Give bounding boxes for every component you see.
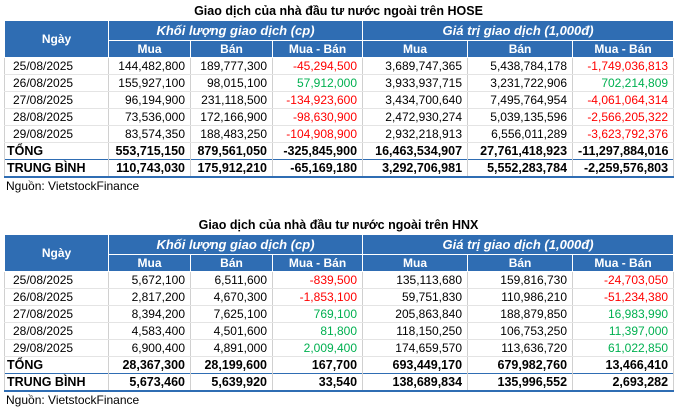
table-row bbox=[5, 289, 674, 306]
value-cell: -1,853,100 bbox=[273, 289, 363, 306]
value-cell: 3,689,747,365 bbox=[363, 58, 468, 75]
hose-source: Nguồn: VietstockFinance bbox=[6, 179, 140, 193]
table-row bbox=[5, 109, 674, 126]
value-cell: 3,933,937,715 bbox=[363, 75, 468, 92]
value-cell: 27,761,418,923 bbox=[468, 143, 573, 160]
value-cell: 16,983,990 bbox=[573, 306, 674, 323]
volume-group-header: Khối lượng giao dịch (cp) bbox=[109, 235, 363, 255]
row-label: TRUNG BÌNH bbox=[5, 160, 109, 178]
value-cell: 231,118,500 bbox=[191, 92, 273, 109]
value-cell: 4,891,000 bbox=[191, 340, 273, 357]
hnx-table bbox=[4, 234, 674, 392]
value-cell: -51,234,380 bbox=[573, 289, 674, 306]
table-row bbox=[5, 306, 674, 323]
sub-header: Bán bbox=[191, 41, 273, 58]
value-cell: -2,259,576,803 bbox=[573, 160, 674, 178]
value-cell: 189,777,300 bbox=[191, 58, 273, 75]
value-cell: 2,009,400 bbox=[273, 340, 363, 357]
value-cell: -45,294,500 bbox=[273, 58, 363, 75]
value-cell: 13,466,410 bbox=[573, 357, 674, 374]
value-cell: -2,566,205,322 bbox=[573, 109, 674, 126]
sub-header: Bán bbox=[468, 255, 573, 272]
date-cell: 27/08/2025 bbox=[5, 306, 109, 323]
date-cell: 29/08/2025 bbox=[5, 126, 109, 143]
value-cell: -65,169,180 bbox=[273, 160, 363, 178]
date-cell: 25/08/2025 bbox=[5, 272, 109, 289]
value-cell: 5,672,100 bbox=[109, 272, 191, 289]
value-cell: 5,039,135,596 bbox=[468, 109, 573, 126]
value-cell: 553,715,150 bbox=[109, 143, 191, 160]
date-cell: 27/08/2025 bbox=[5, 92, 109, 109]
hose-table bbox=[4, 20, 674, 178]
value-cell: 6,511,600 bbox=[191, 272, 273, 289]
value-cell: 11,397,000 bbox=[573, 323, 674, 340]
sub-header: Mua bbox=[109, 41, 191, 58]
row-label: TRUNG BÌNH bbox=[5, 374, 109, 392]
value-cell: 59,751,830 bbox=[363, 289, 468, 306]
value-cell: 155,927,100 bbox=[109, 75, 191, 92]
hnx-title: Giao dịch của nhà đầu tư nước ngoài trên HNX bbox=[198, 218, 479, 232]
value-cell: -24,703,050 bbox=[573, 272, 674, 289]
value-cell: 5,639,920 bbox=[191, 374, 273, 392]
value-cell: 83,574,350 bbox=[109, 126, 191, 143]
value-cell: 2,817,200 bbox=[109, 289, 191, 306]
total-row bbox=[5, 357, 674, 374]
value-cell: -134,923,600 bbox=[273, 92, 363, 109]
value-cell: 879,561,050 bbox=[191, 143, 273, 160]
average-row bbox=[5, 160, 674, 178]
value-cell: 16,463,534,907 bbox=[363, 143, 468, 160]
value-cell: 174,659,570 bbox=[363, 340, 468, 357]
value-cell: 702,214,809 bbox=[573, 75, 674, 92]
sub-header: Mua bbox=[363, 255, 468, 272]
value-cell: 118,150,250 bbox=[363, 323, 468, 340]
value-cell: -3,623,792,376 bbox=[573, 126, 674, 143]
value-cell: 5,552,283,784 bbox=[468, 160, 573, 178]
value-cell: 679,982,760 bbox=[468, 357, 573, 374]
value-cell: -11,297,884,016 bbox=[573, 143, 674, 160]
date-cell: 28/08/2025 bbox=[5, 323, 109, 340]
hnx-body bbox=[5, 272, 674, 392]
table-row bbox=[5, 126, 674, 143]
average-row bbox=[5, 374, 674, 392]
value-cell: 769,100 bbox=[273, 306, 363, 323]
value-cell: 175,912,210 bbox=[191, 160, 273, 178]
value-cell: 81,800 bbox=[273, 323, 363, 340]
value-group-header: Giá trị giao dịch (1,000đ) bbox=[363, 235, 674, 255]
sub-header: Mua - Bán bbox=[573, 255, 674, 272]
value-cell: -325,845,900 bbox=[273, 143, 363, 160]
value-cell: -1,749,036,813 bbox=[573, 58, 674, 75]
value-cell: 8,394,200 bbox=[109, 306, 191, 323]
table-row bbox=[5, 75, 674, 92]
value-cell: 205,863,840 bbox=[363, 306, 468, 323]
value-cell: 2,932,218,913 bbox=[363, 126, 468, 143]
value-cell: 7,495,764,954 bbox=[468, 92, 573, 109]
value-cell: 106,753,250 bbox=[468, 323, 573, 340]
value-cell: 4,583,400 bbox=[109, 323, 191, 340]
value-cell: 73,536,000 bbox=[109, 109, 191, 126]
value-cell: 3,434,700,640 bbox=[363, 92, 468, 109]
value-cell: 110,986,210 bbox=[468, 289, 573, 306]
value-cell: 172,166,900 bbox=[191, 109, 273, 126]
hose-title: Giao dịch của nhà đầu tư nước ngoài trên HOSE bbox=[194, 4, 483, 18]
value-cell: 33,540 bbox=[273, 374, 363, 392]
value-cell: -98,630,900 bbox=[273, 109, 363, 126]
table-row bbox=[5, 323, 674, 340]
value-cell: 135,113,680 bbox=[363, 272, 468, 289]
sub-header: Mua - Bán bbox=[573, 41, 674, 58]
value-cell: -839,500 bbox=[273, 272, 363, 289]
value-cell: 3,231,722,906 bbox=[468, 75, 573, 92]
sub-header: Mua bbox=[363, 41, 468, 58]
table-row bbox=[5, 272, 674, 289]
value-cell: 135,996,552 bbox=[468, 374, 573, 392]
date-cell: 28/08/2025 bbox=[5, 109, 109, 126]
ngay-header: Ngày bbox=[5, 235, 109, 272]
hose-body bbox=[5, 58, 674, 178]
value-cell: 61,022,850 bbox=[573, 340, 674, 357]
volume-group-header: Khối lượng giao dịch (cp) bbox=[109, 21, 363, 41]
value-cell: 3,292,706,981 bbox=[363, 160, 468, 178]
value-cell: 96,194,900 bbox=[109, 92, 191, 109]
ngay-header: Ngày bbox=[5, 21, 109, 58]
value-group-header: Giá trị giao dịch (1,000đ) bbox=[363, 21, 674, 41]
table-row bbox=[5, 58, 674, 75]
value-cell: 6,900,400 bbox=[109, 340, 191, 357]
date-cell: 26/08/2025 bbox=[5, 289, 109, 306]
value-cell: 98,015,100 bbox=[191, 75, 273, 92]
sub-header: Bán bbox=[191, 255, 273, 272]
table-row bbox=[5, 92, 674, 109]
date-cell: 26/08/2025 bbox=[5, 75, 109, 92]
date-cell: 25/08/2025 bbox=[5, 58, 109, 75]
table-row bbox=[5, 340, 674, 357]
sub-header: Mua - Bán bbox=[273, 41, 363, 58]
value-cell: 57,912,000 bbox=[273, 75, 363, 92]
value-cell: 138,689,834 bbox=[363, 374, 468, 392]
value-cell: 113,636,720 bbox=[468, 340, 573, 357]
hnx-source: Nguồn: VietstockFinance bbox=[6, 393, 140, 407]
hnx-section bbox=[4, 216, 673, 408]
value-cell: 188,483,250 bbox=[191, 126, 273, 143]
value-cell: 7,625,100 bbox=[191, 306, 273, 323]
sub-header: Mua bbox=[109, 255, 191, 272]
value-cell: 110,743,030 bbox=[109, 160, 191, 178]
value-cell: 2,693,282 bbox=[573, 374, 674, 392]
total-row bbox=[5, 143, 674, 160]
row-label: TỔNG bbox=[5, 143, 109, 160]
value-cell: 5,673,460 bbox=[109, 374, 191, 392]
date-cell: 29/08/2025 bbox=[5, 340, 109, 357]
value-cell: 28,199,600 bbox=[191, 357, 273, 374]
value-cell: 693,449,170 bbox=[363, 357, 468, 374]
value-cell: 5,438,784,178 bbox=[468, 58, 573, 75]
value-cell: 188,879,850 bbox=[468, 306, 573, 323]
sub-header: Mua - Bán bbox=[273, 255, 363, 272]
value-cell: 28,367,300 bbox=[109, 357, 191, 374]
value-cell: 4,501,600 bbox=[191, 323, 273, 340]
sub-header: Bán bbox=[468, 41, 573, 58]
hose-section bbox=[4, 2, 673, 194]
value-cell: -104,908,900 bbox=[273, 126, 363, 143]
value-cell: 6,556,011,289 bbox=[468, 126, 573, 143]
value-cell: 144,482,800 bbox=[109, 58, 191, 75]
value-cell: 159,816,730 bbox=[468, 272, 573, 289]
value-cell: 167,700 bbox=[273, 357, 363, 374]
value-cell: -4,061,064,314 bbox=[573, 92, 674, 109]
row-label: TỔNG bbox=[5, 357, 109, 374]
value-cell: 2,472,930,274 bbox=[363, 109, 468, 126]
value-cell: 4,670,300 bbox=[191, 289, 273, 306]
